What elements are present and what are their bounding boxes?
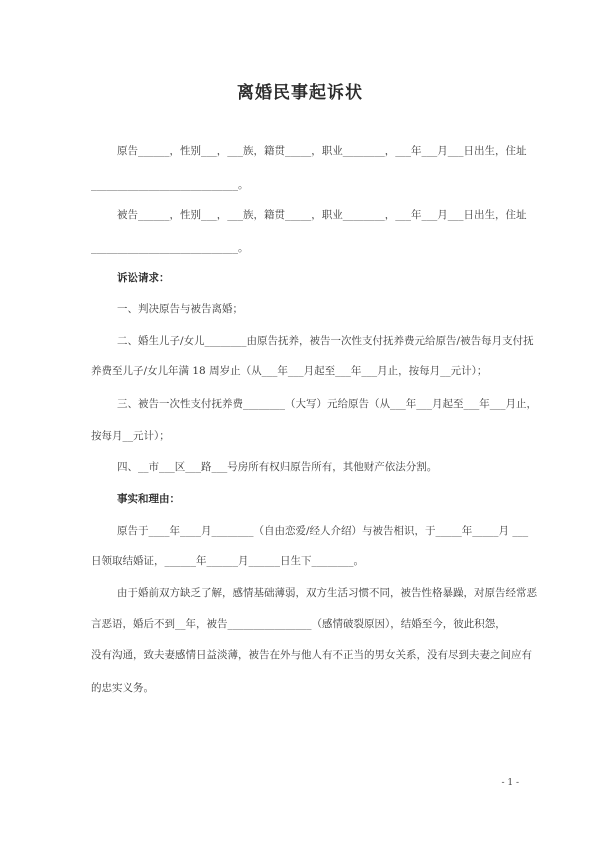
claims-heading: 诉讼请求： — [117, 272, 170, 284]
claim-item-2-line-2: 养费至儿子/女儿年满 18 周岁止（从___年___月起至___年___月止，按每月__元计）； — [91, 365, 488, 377]
page-number: - 1 - — [501, 778, 519, 788]
facts-paragraph-2-line-1: 由于婚前双方缺乏了解，感情基础薄弱，双方生活习惯不同，被告性格暴躁，对原告经常恶 — [117, 587, 537, 599]
facts-heading: 事实和理由： — [117, 493, 180, 505]
claim-item-1: 一、判决原告与被告离婚； — [117, 303, 243, 315]
claim-item-4: 四、__市___区___路___号房所有权归原告所有，其他财产依法分割。 — [117, 461, 438, 473]
facts-paragraph-1-line-2: 日领取结婚证，______年______月______日生下________。 — [91, 555, 364, 567]
plaintiff-info-line-1: 原告______，性别___，___族，籍贯_____，职业________，___年___月___日出生，住址 — [117, 145, 527, 157]
defendant-info-line-2: ____________________________。 — [91, 242, 249, 254]
facts-paragraph-2-line-2: 言恶语，婚后不到__年，被告________________（感情破裂原因），结婚至今，彼此积怨， — [91, 618, 506, 630]
defendant-info-line-1: 被告______，性别___，___族，籍贯_____，职业________，___年___月___日出生，住址 — [117, 209, 527, 221]
plaintiff-info-line-2: ____________________________。 — [91, 179, 249, 191]
facts-paragraph-2-line-4: 的忠实义务。 — [91, 682, 154, 694]
facts-paragraph-2-line-3: 没有沟通，致夫妻感情日益淡薄，被告在外与他人有不正当的男女关系，没有尽到夫妻之间应有 — [91, 649, 532, 661]
claim-item-2-line-1: 二、婚生儿子/女儿________由原告抚养，被告一次性支付抚养费元给原告/被告每月支付抚 — [117, 335, 534, 347]
claim-item-3-line-1: 三、被告一次性支付抚养费________（大写）元给原告（从___年___月起至___年___月止， — [117, 398, 537, 410]
claim-item-3-line-2: 按每月__元计）； — [91, 430, 170, 442]
document-title: 离婚民事起诉状 — [237, 83, 363, 103]
facts-paragraph-1-line-1: 原告于____年____月________（自由恋爱/经人介绍）与被告相识，于_____年_____月 ___ — [117, 525, 529, 537]
